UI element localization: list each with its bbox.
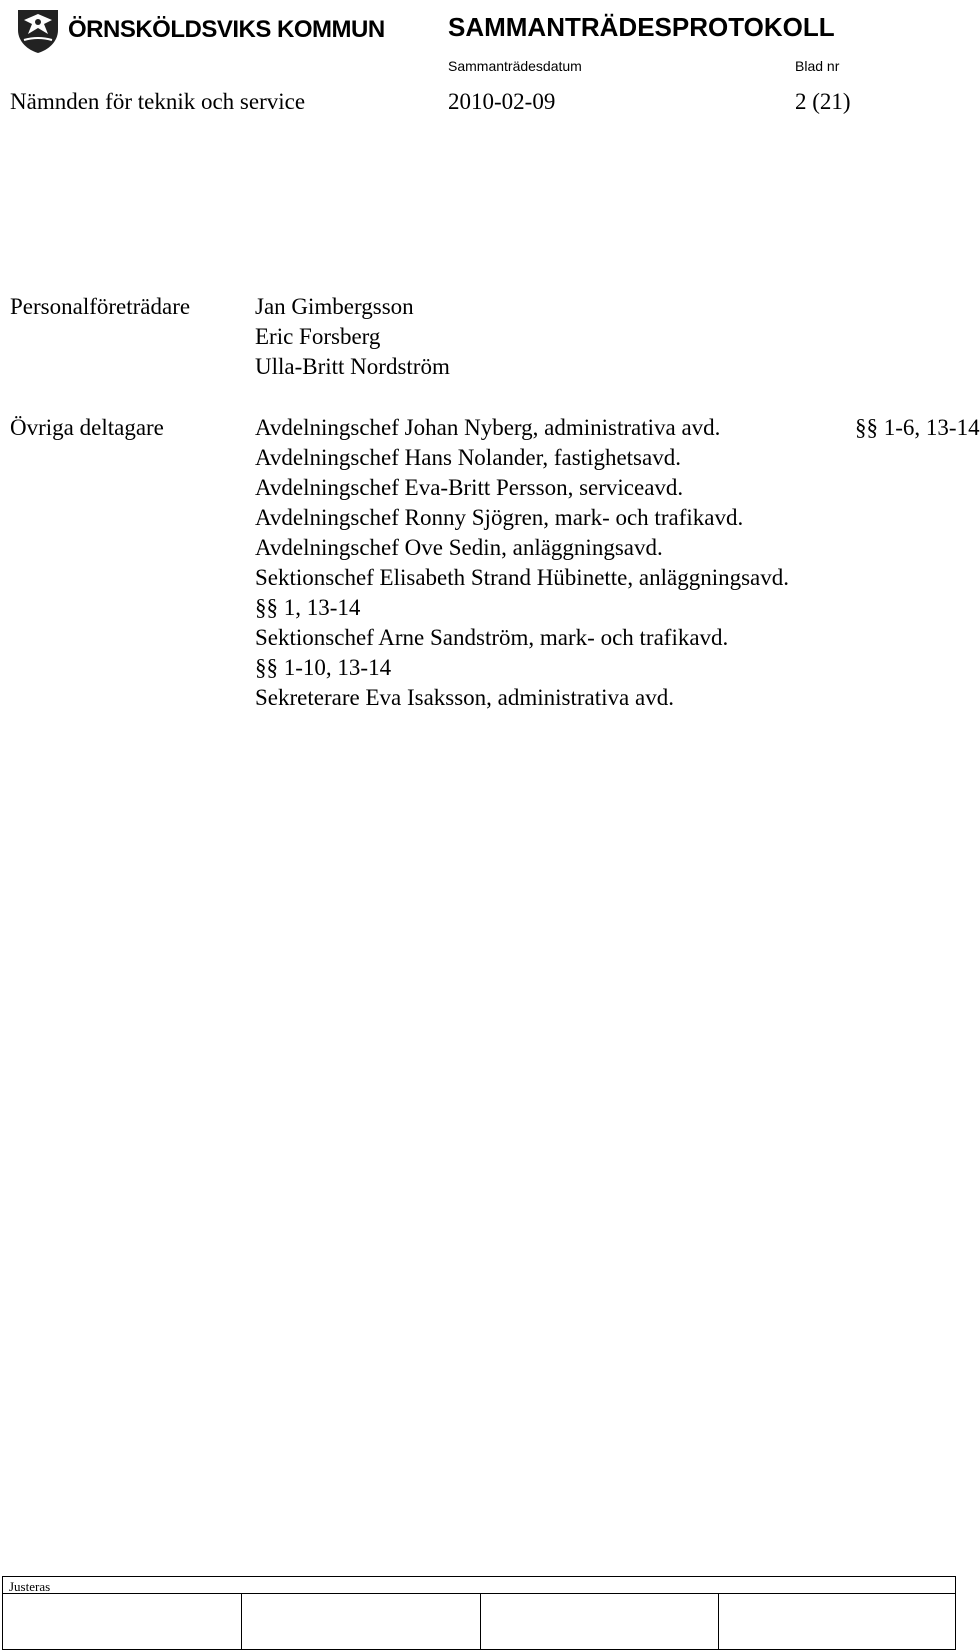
personal-name: Jan Gimbergsson bbox=[255, 294, 414, 319]
document-type: SAMMANTRÄDESPROTOKOLL bbox=[448, 12, 835, 42]
section-reference: §§ 1, 13-14 bbox=[255, 595, 361, 620]
committee-name: Nämnden för teknik och service bbox=[10, 89, 306, 114]
signature-cell-divider bbox=[718, 1593, 719, 1649]
participant-line: Sekreterare Eva Isaksson, administrativa avd. bbox=[255, 685, 674, 710]
coat-of-arms-icon bbox=[14, 6, 62, 54]
section-reference: §§ 1-10, 13-14 bbox=[255, 655, 392, 680]
section-reference: §§ 1-6, 13-14 bbox=[855, 415, 980, 440]
participant-line: Sektionschef Elisabeth Strand Hübinette, anläggningsavd. bbox=[255, 565, 789, 590]
personal-label: Personalföreträdare bbox=[10, 294, 191, 319]
participant-line: Avdelningschef Eva-Britt Persson, serviceavd. bbox=[255, 475, 684, 500]
justeras-label: Justeras bbox=[9, 1579, 51, 1594]
ovriga-list bbox=[255, 413, 980, 713]
page-label: Blad nr bbox=[795, 58, 840, 74]
participant-line: Avdelningschef Johan Nyberg, administrativa avd. bbox=[255, 415, 721, 440]
logo-text: ÖRNSKÖLDSVIKS KOMMUN bbox=[68, 16, 385, 43]
personal-name: Eric Forsberg bbox=[255, 324, 381, 349]
personal-names bbox=[255, 292, 450, 382]
participant-line: Avdelningschef Ove Sedin, anläggningsavd. bbox=[255, 535, 663, 560]
municipality-logo bbox=[14, 6, 385, 58]
page-number: 2 (21) bbox=[795, 89, 851, 114]
signature-table bbox=[2, 1576, 956, 1650]
date-label: Sammanträdesdatum bbox=[448, 58, 582, 74]
personal-name: Ulla-Britt Nordström bbox=[255, 354, 450, 379]
ovriga-label: Övriga deltagare bbox=[10, 415, 164, 440]
participant-line: Sektionschef Arne Sandström, mark- och trafikavd. bbox=[255, 625, 729, 650]
participant-line: Avdelningschef Hans Nolander, fastighetsavd. bbox=[255, 445, 681, 470]
signature-cell-divider bbox=[480, 1593, 481, 1649]
signature-cell-divider bbox=[241, 1593, 242, 1649]
meeting-date: 2010-02-09 bbox=[448, 89, 556, 114]
participant-line: Avdelningschef Ronny Sjögren, mark- och trafikavd. bbox=[255, 505, 744, 530]
table-divider bbox=[3, 1593, 955, 1594]
